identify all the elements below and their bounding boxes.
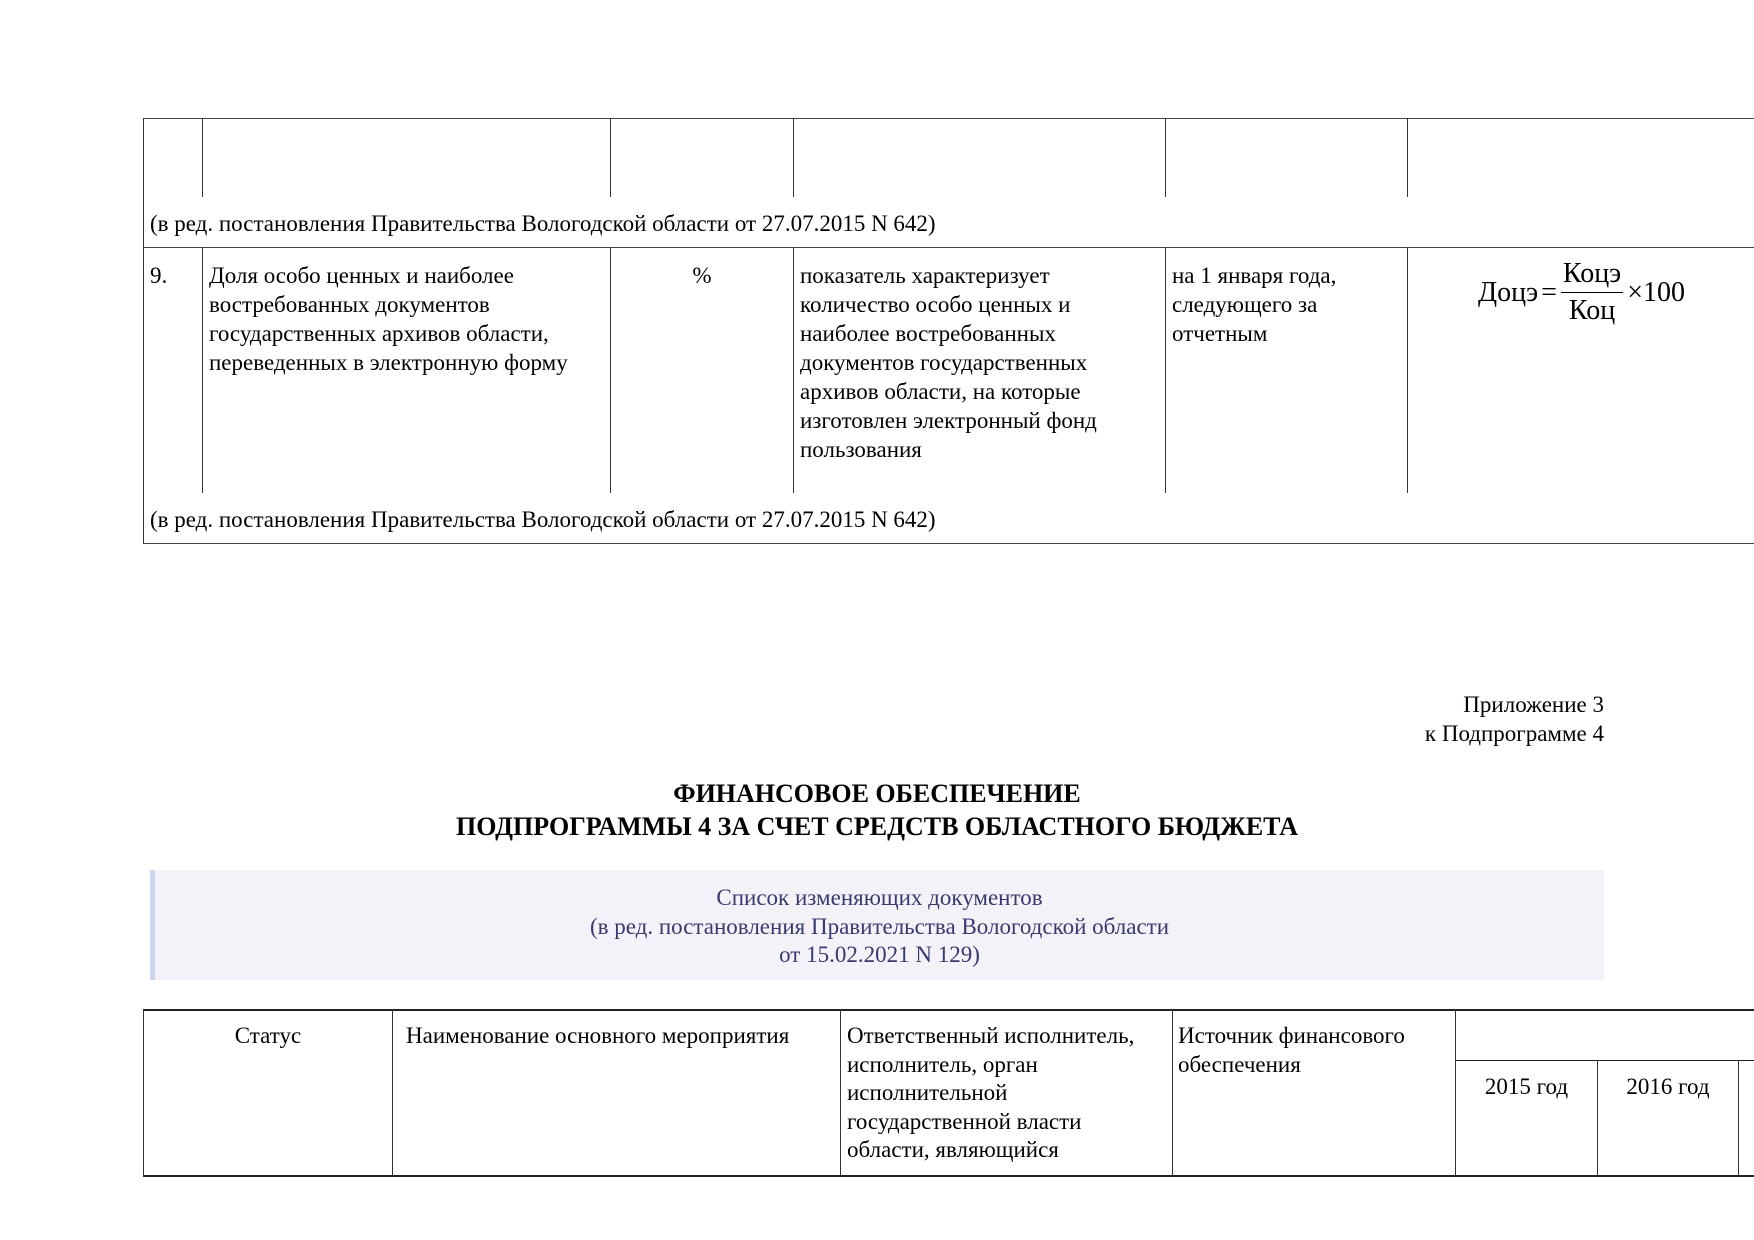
indicator-period: на 1 января года, следующего за отчетным: [1172, 263, 1337, 346]
indicator-description: показатель характеризует количество особо ценных и наиболее востребованных документов государственных архивов области, на которые изготовлен электронный фонд пользования: [800, 263, 1097, 462]
amendment-note: (в ред. постановления Правительства Вологодской области от 27.07.2015 N 642): [150, 211, 936, 236]
appendix-number: Приложение 3: [1463, 692, 1604, 717]
section-title-line-1: ФИНАНСОВОЕ ОБЕСПЕЧЕНИЕ: [673, 779, 1081, 808]
section-title-line-2: ПОДПРОГРАММЫ 4 ЗА СЧЕТ СРЕДСТВ ОБЛАСТНОГО БЮДЖЕТА: [455, 812, 1299, 841]
amendment-note: (в ред. постановления Правительства Вологодской области от 27.07.2015 N 642): [150, 507, 936, 532]
notice-line: от 15.02.2021 N 129): [779, 942, 980, 967]
table-border-left: [143, 118, 144, 544]
header-year-2015: 2015 год: [1484, 1074, 1569, 1099]
header-status: Статус: [234, 1023, 302, 1048]
formula-equals: =: [1541, 276, 1557, 308]
column-divider: [793, 118, 794, 197]
notice-line: (в ред. постановления Правительства Вологодской области: [589, 913, 1170, 939]
header-activity-name: Наименование основного мероприятия: [406, 1023, 790, 1048]
column-divider: [1738, 1060, 1739, 1175]
column-divider: [202, 118, 203, 197]
formula-denominator: Коц: [1568, 295, 1616, 326]
appendix-subprogram: к Подпрограмме 4: [1424, 721, 1604, 746]
appendix-reference: [1425, 690, 1604, 748]
column-divider: [610, 118, 611, 197]
table-border-bottom: [143, 543, 1754, 544]
column-divider: [793, 247, 794, 493]
formula-numerator: Коцэ: [1561, 258, 1623, 293]
amending-documents-box: [150, 870, 1604, 980]
row-divider: [143, 247, 1754, 248]
column-divider: [840, 1009, 841, 1175]
header-year-2016: 2016 год: [1626, 1074, 1710, 1099]
table-border-bottom: [143, 1175, 1754, 1177]
column-divider: [392, 1009, 393, 1175]
indicator-unit: %: [692, 263, 712, 288]
column-divider: [1407, 247, 1408, 493]
column-divider: [202, 247, 203, 493]
calculation-formula: [1478, 258, 1685, 327]
formula-fraction: [1561, 258, 1623, 327]
notice-heading: Список изменяющих документов: [716, 885, 1043, 910]
year-header-divider: [1455, 1060, 1754, 1061]
header-funding-source: Источник финансового обеспечения: [1178, 1023, 1405, 1077]
row-number: 9.: [150, 263, 168, 288]
formula-lhs: Доцэ: [1478, 276, 1539, 308]
header-executor: Ответственный исполнитель, исполнитель, орган исполнительной государственной власти области, являющийся: [847, 1023, 1135, 1162]
column-divider: [1407, 118, 1408, 197]
table-border-top: [143, 1009, 1754, 1011]
column-divider: [1165, 247, 1166, 493]
indicator-name: Доля особо ценных и наиболее востребованных документов государственных архивов области, переведенных в электронную форму: [209, 263, 568, 375]
table-border-top: [143, 118, 1754, 119]
section-title: [0, 777, 1754, 843]
column-divider: [1165, 118, 1166, 197]
formula-multiplier: ×100: [1627, 276, 1685, 308]
column-divider: [1172, 1009, 1173, 1175]
